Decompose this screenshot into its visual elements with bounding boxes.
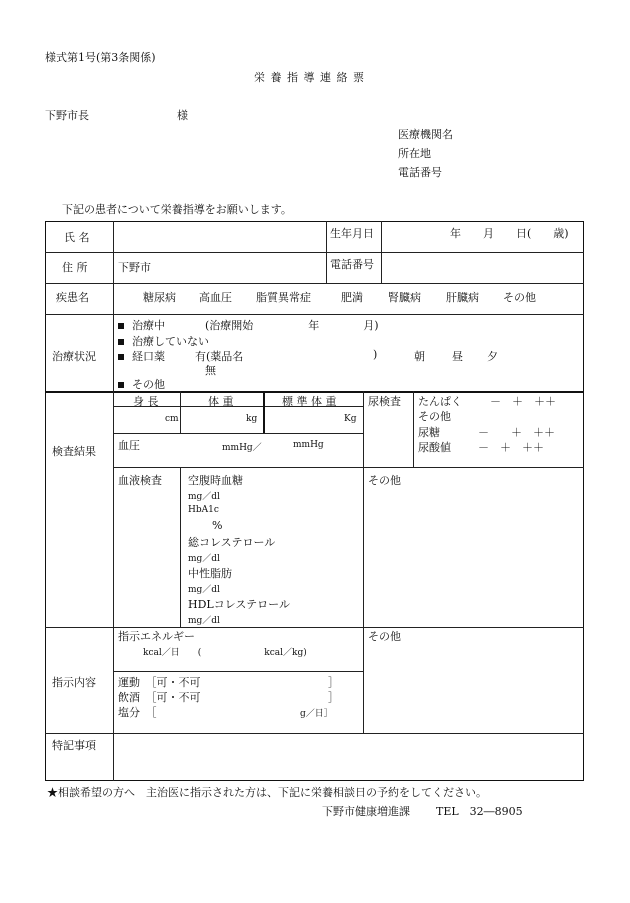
std-weight-unit: Kg (344, 414, 357, 424)
height-unit: cm (165, 414, 179, 424)
footer-tel: TEL 32―8905 (436, 805, 523, 818)
disease-hypertension: 高血圧 (199, 291, 232, 304)
hba1c-label: HbA1c (188, 505, 219, 515)
drinking-line: 飲酒 ［可・不可 (118, 691, 201, 704)
height-label: 身 長 (133, 395, 159, 408)
drinking-bracket: ］ (328, 691, 339, 704)
instruction-label: 指示内容 (52, 676, 96, 689)
col-line (180, 391, 181, 433)
treatment-label: 治療状況 (52, 350, 96, 363)
urine-protein-scale: － ＋ ＋＋ (490, 395, 556, 408)
col-line (381, 221, 382, 283)
dose-noon: 昼 (452, 350, 463, 363)
footer-dept: 下野市健康増進課 (322, 805, 410, 818)
bp-unit-diastolic: mmHg (293, 440, 324, 450)
disease-kidney: 腎臓病 (388, 291, 421, 304)
hdl-label: HDLコレステロール (188, 598, 290, 611)
energy-line: kcal／日 ( kcal／kg) (143, 648, 307, 658)
checkbox-square-icon (118, 339, 124, 345)
disease-other: その他 (503, 291, 536, 304)
uric-acid: 尿酸値 (418, 441, 451, 454)
hdl-unit: mg／dl (188, 616, 220, 626)
fbs-label: 空腹時血糖 (188, 474, 243, 487)
exam-other-label: その他 (368, 474, 401, 487)
disease-diabetes: 糖尿病 (143, 291, 176, 304)
address-label: 所在地 (398, 147, 431, 160)
disease-liver: 肝臓病 (446, 291, 479, 304)
footer-notice: ★相談希望の方へ 主治医に指示された方は、下記に栄養相談日の予約をしてください。 (47, 786, 487, 799)
blood-test-label: 血液検査 (118, 474, 162, 487)
drug-name: 有(薬品名 (195, 350, 244, 363)
bp-unit-systolic: mmHg／ (222, 443, 262, 453)
disease-dyslipidemia: 脂質異常症 (256, 291, 311, 304)
form-number: 様式第1号(第3条関係) (45, 51, 156, 64)
address-row-label: 住 所 (62, 261, 88, 274)
row-line (45, 733, 584, 734)
checkbox-square-icon (118, 382, 124, 388)
address-value: 下野市 (118, 261, 151, 274)
option-oral-drug: 経口薬 (118, 348, 165, 364)
bp-label: 血圧 (118, 439, 140, 452)
col-line (413, 391, 414, 467)
row-line (45, 283, 584, 284)
fbs-unit: mg／dl (188, 492, 220, 502)
urine-sugar: 尿糖 (418, 426, 440, 439)
urine-label: 尿検査 (368, 395, 401, 408)
drug-none: 無 (205, 364, 216, 377)
request-text: 下記の患者について栄養指導をお願いします。 (62, 203, 292, 216)
instruction-other-label: その他 (368, 630, 401, 643)
exam-line (113, 467, 584, 468)
checkbox-square-icon (118, 323, 124, 329)
weight-label: 体 重 (208, 395, 234, 408)
option-other: その他 (118, 376, 165, 392)
addressee: 下野市長 (45, 109, 89, 122)
phone-row-label: 電話番号 (330, 258, 374, 271)
col-line (263, 391, 265, 433)
energy-label: 指示エネルギー (118, 630, 195, 643)
row-line (45, 314, 584, 315)
weight-unit: kg (246, 414, 258, 424)
hba1c-unit: % (212, 519, 223, 532)
honorific: 様 (177, 109, 188, 122)
urine-other: その他 (418, 410, 451, 423)
tchol-label: 総コレステロール (188, 536, 276, 549)
tg-unit: mg／dl (188, 585, 220, 595)
institution-label: 医療機関名 (398, 128, 453, 141)
exam-label: 検査結果 (52, 445, 96, 458)
name-label: 氏 名 (64, 231, 90, 244)
exam-line (113, 433, 363, 434)
page-title: 栄 養 指 導 連 絡 票 (254, 71, 365, 84)
treatment-start: (治療開始 年 月) (205, 319, 379, 332)
dose-morning: 朝 (414, 350, 425, 363)
disease-obesity: 肥満 (341, 291, 363, 304)
birth-label: 生年月日 (330, 227, 374, 240)
phone-label: 電話番号 (398, 166, 442, 179)
std-weight-label: 標 準 体 重 (282, 395, 337, 408)
urine-sugar-scale: － ＋ ＋＋ (478, 426, 555, 439)
option-not-treated: 治療していない (118, 333, 209, 349)
urine-protein: たんぱく (418, 395, 462, 408)
exercise-bracket: ］ (328, 676, 339, 689)
birth-format: 年 月 日( 歳) (450, 227, 569, 240)
row-line (45, 252, 584, 253)
salt-line: 塩分 ［ (118, 706, 157, 719)
option-under-treatment: 治療中 (118, 317, 165, 333)
label-col-line (113, 221, 114, 781)
col-line (363, 391, 364, 733)
tchol-unit: mg／dl (188, 554, 220, 564)
salt-unit: g／日］ (300, 709, 333, 719)
instruction-line (113, 671, 363, 672)
col-line (180, 467, 181, 627)
drug-close-paren: ) (373, 348, 378, 361)
checkbox-square-icon (118, 354, 124, 360)
col-line (326, 221, 327, 283)
uric-acid-scale: － ＋ ＋＋ (478, 441, 544, 454)
dose-evening: 夕 (487, 350, 498, 363)
exercise-line: 運動 ［可・不可 (118, 676, 201, 689)
notes-label: 特記事項 (52, 739, 96, 752)
tg-label: 中性脂肪 (188, 567, 232, 580)
disease-label: 疾患名 (56, 291, 89, 304)
